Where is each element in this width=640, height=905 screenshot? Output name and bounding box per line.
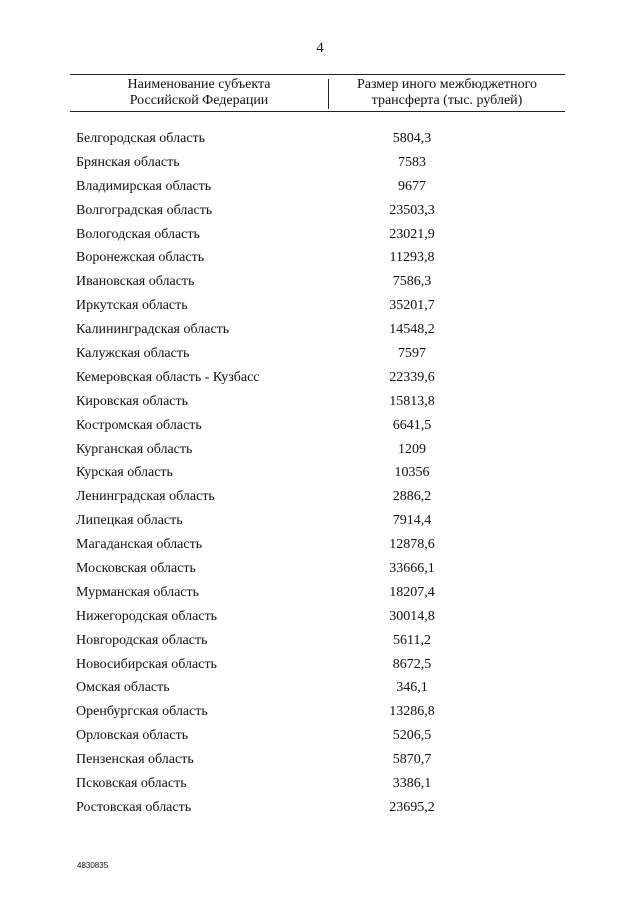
transfer-value: 30014,8: [389, 608, 435, 624]
transfer-value: 22339,6: [389, 369, 435, 385]
table-row: [76, 270, 565, 294]
table-row: [76, 509, 565, 533]
region-name: Кировская область: [76, 393, 189, 409]
region-name: Новосибирская область: [76, 656, 217, 672]
transfer-value: 23503,3: [389, 202, 435, 218]
table-row: [76, 175, 565, 199]
transfer-value: 18207,4: [389, 584, 435, 600]
table-row: [76, 724, 565, 748]
table-row: [76, 223, 565, 247]
table-row: [76, 318, 565, 342]
region-name: Магаданская область: [76, 537, 203, 553]
transfer-value: 5206,5: [392, 728, 432, 744]
region-name: Курганская область: [76, 441, 193, 457]
region-name: Псковская область: [76, 776, 187, 792]
transfer-value: 23695,2: [389, 799, 435, 815]
region-name: Костромская область: [76, 417, 202, 433]
transfer-value: 2886,2: [392, 489, 432, 505]
region-name: Нижегородская область: [76, 608, 218, 624]
region-name: Омская область: [76, 680, 170, 696]
region-name: Ростовская область: [76, 799, 192, 815]
region-name: Московская область: [76, 561, 196, 577]
table-row: [76, 796, 565, 820]
header-subject-name: [70, 77, 328, 109]
page-number: 4: [316, 40, 324, 56]
transfer-value: 10356: [394, 465, 430, 481]
table-header: [70, 74, 565, 112]
header-subject-line2: Российской Федерации: [129, 93, 269, 108]
region-name: Калининградская область: [76, 322, 230, 338]
transfer-value: 7583: [398, 154, 426, 170]
transfer-value: 346,1: [396, 680, 428, 696]
table-row: [76, 151, 565, 175]
table-row: [76, 629, 565, 653]
region-name: Оренбургская область: [76, 704, 208, 720]
region-name: Кемеровская область - Кузбасс: [76, 369, 260, 385]
table-row: [76, 414, 565, 438]
transfer-value: 5611,2: [393, 632, 431, 648]
transfer-value: 11293,8: [389, 250, 435, 266]
header-transfer-amount: [329, 77, 565, 109]
table-row: [76, 438, 565, 462]
header-amount-line2: трансферта (тыс. рублей): [371, 93, 523, 108]
region-name: Воронежская область: [76, 250, 205, 266]
table-row: [76, 748, 565, 772]
region-name: Курская область: [76, 465, 173, 481]
header-amount-line1: Размер иного межбюджетного: [356, 77, 538, 92]
region-name: Владимирская область: [76, 178, 212, 194]
region-name: Вологодская область: [76, 226, 200, 242]
transfer-value: 8672,5: [392, 656, 432, 672]
transfer-value: 5804,3: [392, 131, 432, 146]
region-name: Брянская область: [76, 154, 180, 170]
transfer-value: 9677: [398, 178, 426, 194]
region-name: Волгоградская область: [76, 202, 213, 218]
region-name: Иркутская область: [76, 298, 188, 314]
table-row: [76, 461, 565, 485]
transfer-value: 5870,7: [392, 752, 432, 768]
transfer-value: 1209: [398, 441, 426, 457]
table-row: [76, 653, 565, 677]
transfer-value: 35201,7: [389, 298, 435, 314]
table-row: [76, 557, 565, 581]
transfer-value: 23021,9: [389, 226, 435, 242]
table-row: [76, 294, 565, 318]
region-name: Ивановская область: [76, 274, 195, 290]
region-name: Пензенская область: [76, 752, 194, 768]
region-name: Новгородская область: [76, 632, 208, 648]
table-row: [76, 199, 565, 223]
transfer-value: 7597: [398, 346, 426, 362]
region-name: Ленинградская область: [76, 489, 215, 505]
region-name: Мурманская область: [76, 584, 200, 600]
table-row: [76, 127, 565, 151]
region-name: Липецкая область: [76, 513, 183, 529]
table-row: [76, 366, 565, 390]
document-code: 4830835: [77, 861, 109, 870]
table-row: [76, 390, 565, 414]
table-row: [76, 533, 565, 557]
table-row: [76, 605, 565, 629]
region-name: Калужская область: [76, 346, 190, 362]
transfer-value: 7914,4: [392, 513, 432, 529]
table-body: [76, 127, 565, 820]
table-row: [76, 581, 565, 605]
table-row: [76, 342, 565, 366]
table-row: [76, 772, 565, 796]
region-name: Белгородская область: [76, 131, 206, 146]
region-name: Орловская область: [76, 728, 189, 744]
transfer-value: 3386,1: [392, 776, 432, 792]
transfer-value: 12878,6: [389, 537, 435, 553]
table-row: [76, 700, 565, 724]
transfer-value: 6641,5: [392, 417, 432, 433]
table-row: [76, 485, 565, 509]
table-row: [76, 676, 565, 700]
transfer-value: 33666,1: [389, 561, 435, 577]
transfer-value: 7586,3: [392, 274, 432, 290]
transfer-table: [70, 74, 565, 815]
transfer-value: 15813,8: [389, 393, 435, 409]
table-row: [76, 246, 565, 270]
transfer-value: 14548,2: [389, 322, 435, 338]
transfer-value: 13286,8: [389, 704, 435, 720]
header-subject-line1: Наименование субъекта: [127, 77, 271, 92]
